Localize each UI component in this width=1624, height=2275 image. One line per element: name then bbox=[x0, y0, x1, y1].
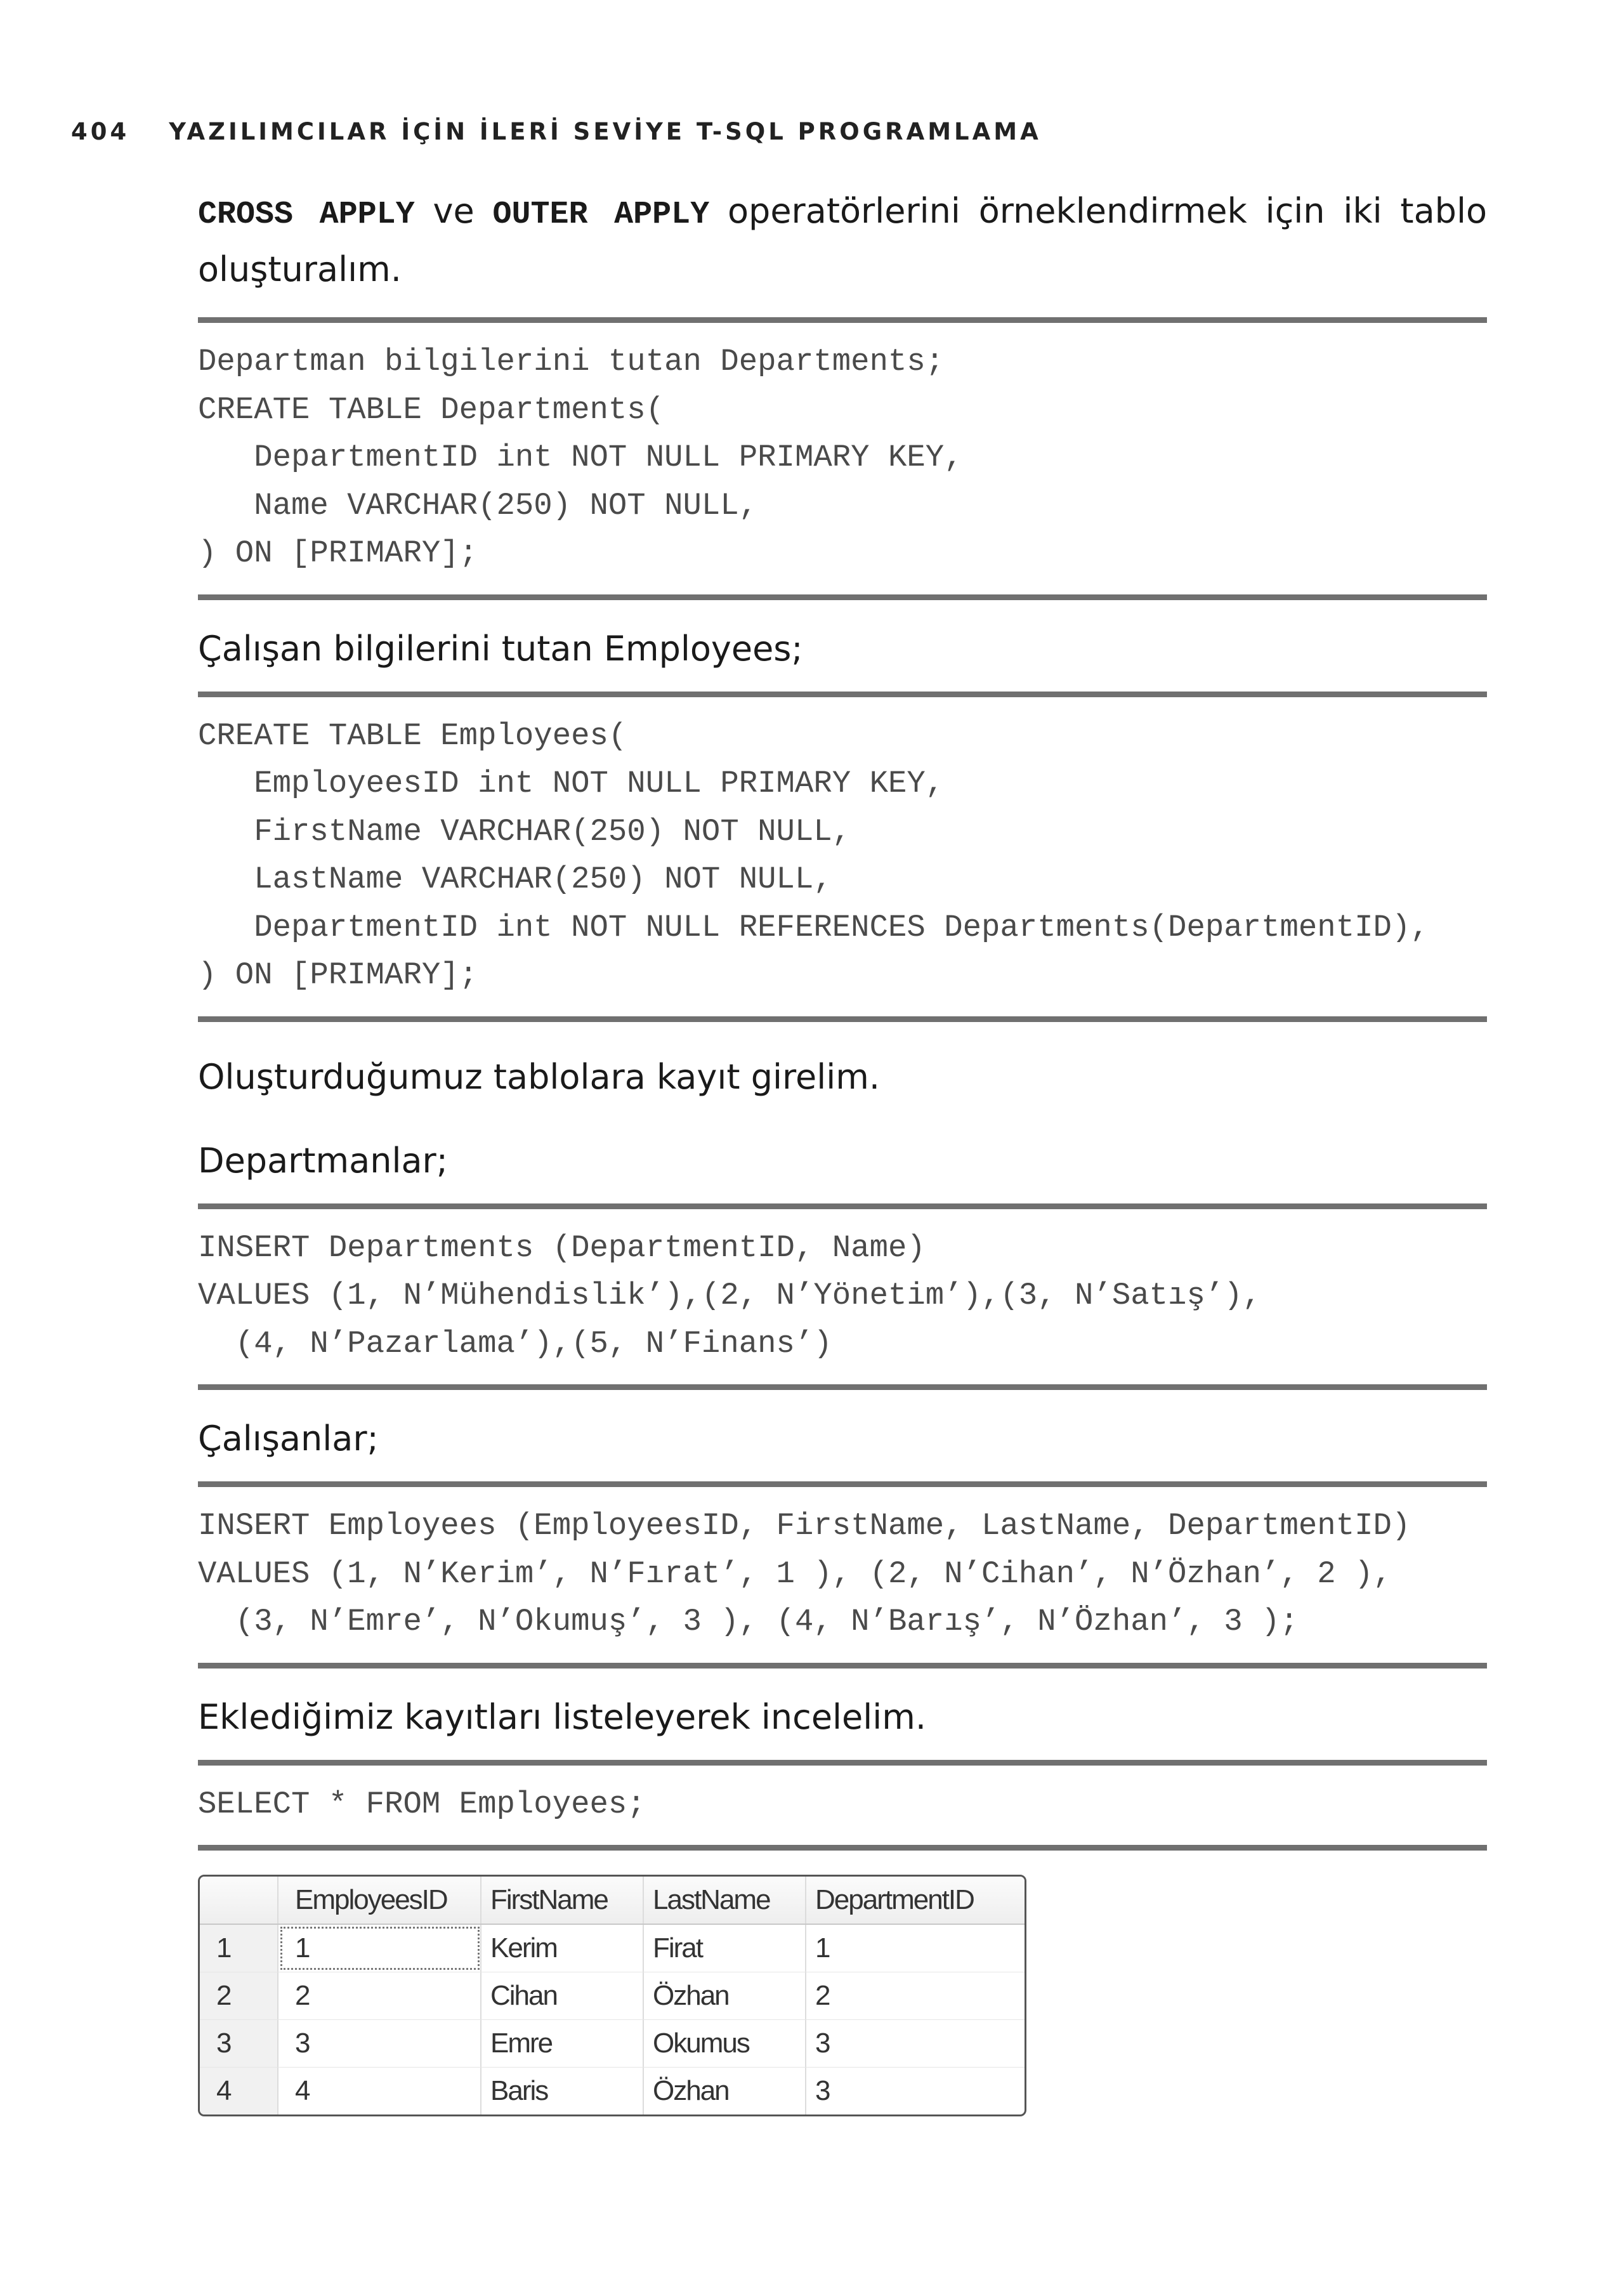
running-header bbox=[71, 118, 1042, 145]
table-row bbox=[200, 2020, 1025, 2068]
code-line: DepartmentID int NOT NULL REFERENCES Departments(DepartmentID), bbox=[198, 909, 1429, 945]
table-row bbox=[200, 1972, 1025, 2020]
query-result-grid bbox=[198, 1875, 1026, 2116]
code-line: CREATE TABLE Departments( bbox=[198, 391, 665, 428]
code-block-create-departments bbox=[198, 317, 1487, 600]
insert-intro-text: Oluşturduğumuz tablolara kayıt girelim. bbox=[198, 1056, 880, 1097]
row-number-cell[interactable]: 3 bbox=[200, 2020, 278, 2067]
table-cell[interactable]: Emre bbox=[481, 2020, 644, 2067]
code-block-insert-employees bbox=[198, 1481, 1487, 1669]
code-line: Name VARCHAR(250) NOT NULL, bbox=[198, 487, 758, 523]
running-title: YAZILIMCILAR İÇİN İLERİ SEVİYE T-SQL PROGRAMLAMA bbox=[169, 118, 1042, 145]
code-line: EmployeesID int NOT NULL PRIMARY KEY, bbox=[198, 766, 945, 801]
table-cell[interactable]: Baris bbox=[481, 2068, 644, 2114]
table-cell[interactable]: 1 bbox=[815, 1932, 830, 1964]
code-line: Departman bilgilerini tutan Departments; bbox=[198, 344, 945, 379]
code-line: INSERT Departments (DepartmentID, Name) bbox=[198, 1229, 926, 1266]
table-cell[interactable]: 2 bbox=[815, 1980, 830, 2011]
code-line: ) ON [PRIMARY]; bbox=[198, 957, 478, 993]
code-block-create-employees bbox=[198, 692, 1487, 1022]
table-cell[interactable]: Özhan bbox=[644, 1972, 806, 2019]
column-header-employeesid[interactable]: EmployeesID bbox=[278, 1877, 481, 1924]
row-number-header[interactable] bbox=[200, 1877, 278, 1924]
code-line: CREATE TABLE Employees( bbox=[198, 718, 627, 754]
code-line: FirstName VARCHAR(250) NOT NULL, bbox=[198, 813, 851, 849]
selected-cell[interactable]: 1 bbox=[278, 1925, 481, 1972]
keyword-outer-apply: OUTER APPLY bbox=[492, 197, 710, 233]
row-number-cell[interactable]: 4 bbox=[200, 2068, 278, 2114]
row-number-cell[interactable]: 1 bbox=[200, 1925, 278, 1972]
column-header-departmentid[interactable]: DepartmentID bbox=[815, 1884, 974, 1915]
table-row bbox=[200, 1925, 1025, 1972]
column-header-lastname[interactable]: LastName bbox=[644, 1877, 806, 1924]
page-number: 404 bbox=[71, 118, 130, 145]
row-number-cell[interactable]: 2 bbox=[200, 1972, 278, 2019]
table-cell[interactable]: Firat bbox=[644, 1925, 806, 1972]
code-line: SELECT * FROM Employees; bbox=[198, 1786, 646, 1822]
departments-section-title: Departmanlar; bbox=[198, 1140, 448, 1181]
employees-insert-title: Çalışanlar; bbox=[198, 1419, 379, 1459]
list-records-title: Eklediğimiz kayıtları listeleyerek incelelim. bbox=[198, 1696, 927, 1737]
intro-paragraph bbox=[198, 184, 1487, 297]
grid-header-row bbox=[200, 1877, 1025, 1925]
code-line: (3, N’Emre’, N’Okumuş’, 3 ), (4, N’Barış’, N’Özhan’, 3 ); bbox=[198, 1604, 1299, 1639]
column-header-firstname[interactable]: FirstName bbox=[481, 1877, 644, 1924]
code-line: DepartmentID int NOT NULL PRIMARY KEY, bbox=[198, 440, 963, 475]
code-line: VALUES (1, N’Mühendislik’),(2, N’Yönetim’),(3, N’Satış’), bbox=[198, 1278, 1262, 1313]
code-block-select bbox=[198, 1760, 1487, 1851]
employees-section-title: Çalışan bilgilerini tutan Employees; bbox=[198, 628, 803, 669]
table-cell[interactable]: 3 bbox=[815, 2075, 830, 2106]
table-cell[interactable]: 4 bbox=[278, 2068, 481, 2114]
table-cell[interactable]: Özhan bbox=[644, 2068, 806, 2114]
code-line: INSERT Employees (EmployeesID, FirstName, LastName, DepartmentID) bbox=[198, 1508, 1411, 1544]
page-content bbox=[198, 184, 1487, 2116]
table-row bbox=[200, 2068, 1025, 2114]
intro-text-2: operatörlerini örneklendirmek için iki tablo oluşturalım. bbox=[198, 191, 1487, 289]
table-cell[interactable]: 2 bbox=[278, 1972, 481, 2019]
code-line: LastName VARCHAR(250) NOT NULL, bbox=[198, 862, 832, 897]
table-cell[interactable]: Okumus bbox=[644, 2020, 806, 2067]
keyword-cross-apply: CROSS APPLY bbox=[198, 197, 415, 233]
code-line: ) ON [PRIMARY]; bbox=[198, 535, 478, 571]
code-line: VALUES (1, N’Kerim’, N’Fırat’, 1 ), (2, N’Cihan’, N’Özhan’, 2 ), bbox=[198, 1556, 1392, 1592]
code-line: (4, N’Pazarlama’),(5, N’Finans’) bbox=[198, 1325, 832, 1361]
code-block-insert-departments bbox=[198, 1203, 1487, 1391]
table-cell[interactable]: 3 bbox=[278, 2020, 481, 2067]
table-cell[interactable]: 3 bbox=[815, 2028, 830, 2059]
table-cell[interactable]: Kerim bbox=[481, 1925, 644, 1972]
table-cell[interactable]: Cihan bbox=[481, 1972, 644, 2019]
intro-text-1: ve bbox=[414, 191, 493, 231]
